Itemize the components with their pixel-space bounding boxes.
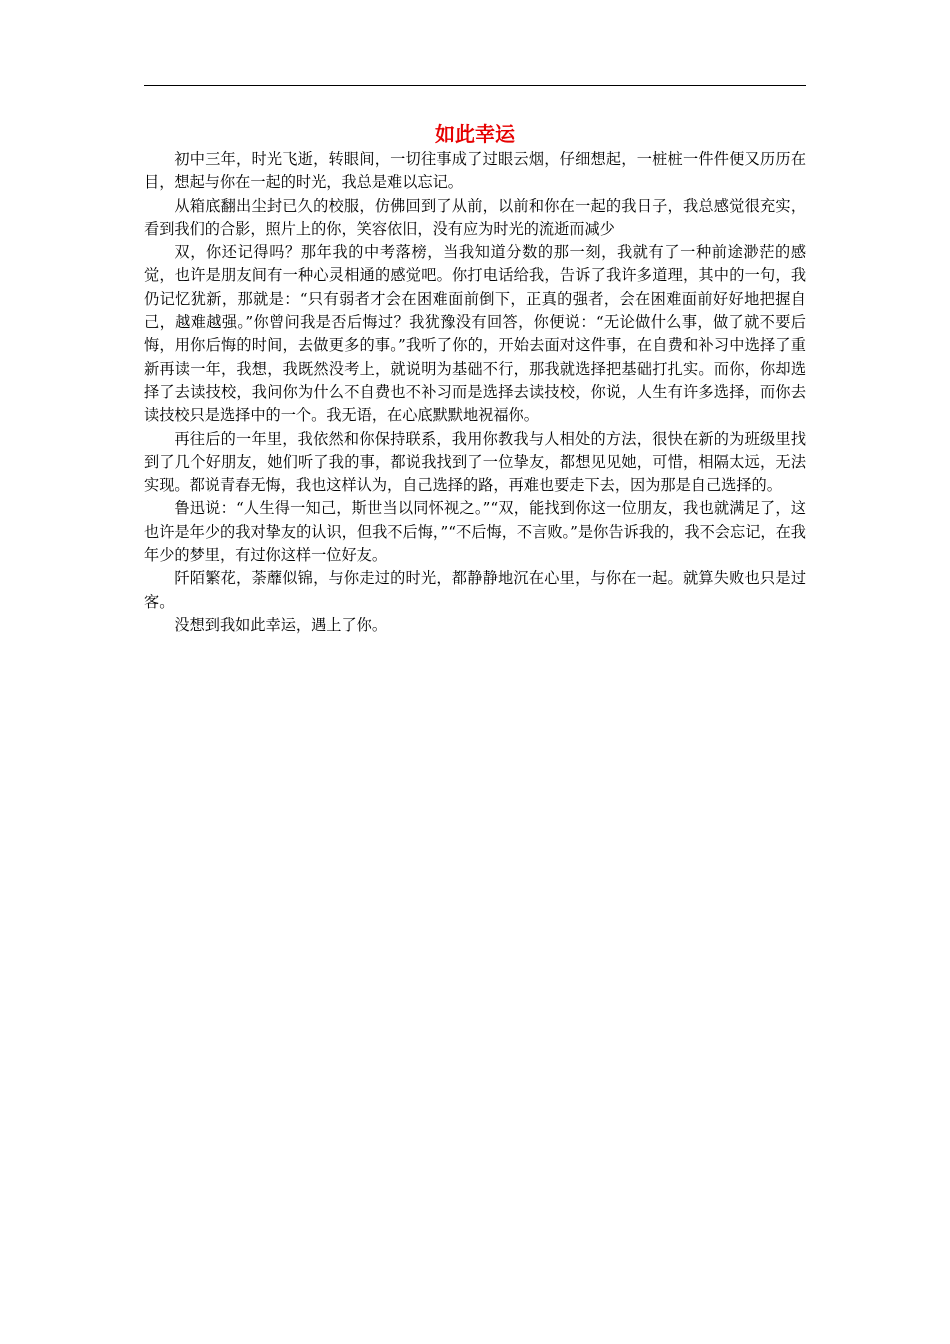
paragraph: 从箱底翻出尘封已久的校服，仿佛回到了从前，以前和你在一起的我日子，我总感觉很充实，看到我们的合影，照片上的你，笑容依旧，没有应为时光的流逝而减少 (144, 196, 806, 238)
document-body (144, 148, 806, 637)
paragraph: 鲁迅说：“人生得一知己，斯世当以同怀视之。”“双，能找到你这一位朋友，我也就满足了，这也许是年少的我对挚友的认识，但我不后悔，”“不后悔，不言败。”是你告诉我的，我不会忘记，在我年少的梦里，有过你这样一位好友。 (144, 499, 806, 565)
header-rule (144, 85, 806, 86)
document-title: 如此幸运 (435, 122, 515, 146)
paragraph: 阡陌繁花，荼蘼似锦，与你走过的时光，都静静地沉在心里，与你在一起。就算失败也只是过客。 (144, 569, 806, 611)
paragraph: 没想到我如此幸运，遇上了你。 (174, 615, 388, 634)
paragraph: 再往后的一年里，我依然和你保持联系，我用你教我与人相处的方法，很快在新的为班级里找到了几个好朋友，她们听了我的事，都说我找到了一位挚友，都想见见她，可惜，相隔太远，无法实现。都说青春无悔，我也这样认为，自己选择的路，再难也要走下去，因为那是自己选择的。 (144, 429, 806, 495)
paragraph: 双，你还记得吗？那年我的中考落榜，当我知道分数的那一刻，我就有了一种前途渺茫的感觉，也许是朋友间有一种心灵相通的感觉吧。你打电话给我，告诉了我许多道理，其中的一句，我仍记忆犹新，那就是：“只有弱者才会在困难面前倒下，正真的强者，会在困难面前好好地把握自己，越难越强。”你曾问我是否后悔过？我犹豫没有回答，你便说：“无论做什么事，做了就不要后悔，用你后悔的时间，去做更多的事。”我听了你的，开始去面对这件事，在自费和补习中选择了重新再读一年，我想，我既然没考上，就说明为基础不行，那我就选择把基础打扎实。而你，你却选择了去读技校，我问你为什么不自费也不补习而是选择去读技校，你说，人生有许多选择，而你去读技校只是选择中的一个。我无语，在心底默默地祝福你。 (144, 243, 806, 425)
paragraph: 初中三年，时光飞逝，转眼间，一切往事成了过眼云烟，仔细想起，一桩桩一件件便又历历在目，想起与你在一起的时光，我总是难以忘记。 (144, 150, 806, 192)
